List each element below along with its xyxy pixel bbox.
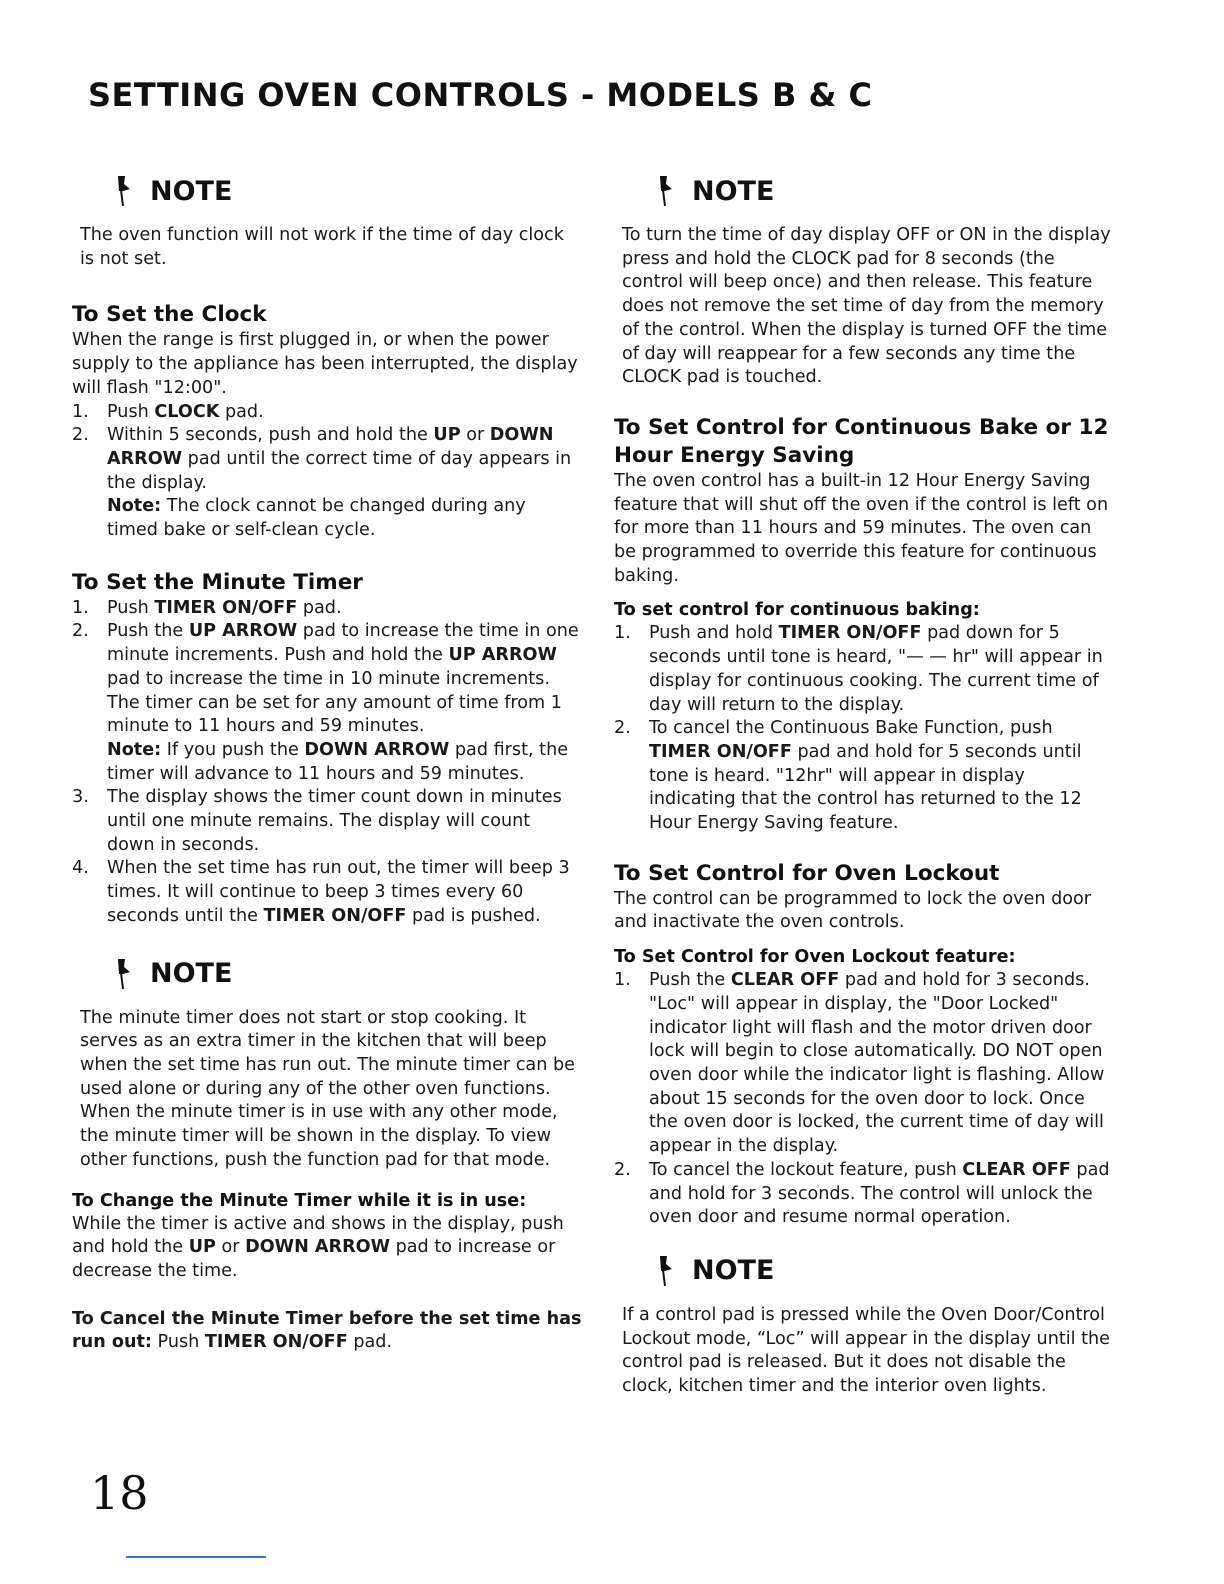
paragraph: The control can be programmed to lock the oven door and inactivate the oven controls. bbox=[614, 888, 1091, 933]
page-title: SETTING OVEN CONTROLS - MODELS B & C bbox=[88, 76, 873, 114]
list-item: 4. When the set time has run out, the timer will beep 3 times. It will continue to beep 3 times every 60 seconds until the TIMER ON/OFF pad is pushed. bbox=[72, 858, 570, 926]
paragraph: When the range is first plugged in, or when the power supply to the appliance has been interrupted, the display will flash "12:00". bbox=[72, 330, 578, 398]
list-item: 1. Push and hold TIMER ON/OFF pad down for 5 seconds until tone is heard, "— — hr" will appear in display for continuous cooking. The current time of day will return to the display. bbox=[614, 623, 1103, 715]
timer-steps bbox=[72, 597, 582, 929]
list-item: 1. Push TIMER ON/OFF pad. bbox=[72, 597, 342, 618]
note-header bbox=[112, 168, 582, 214]
list-item: 3. The display shows the timer count down in minutes until one minute remains. The display will count down in seconds. bbox=[72, 787, 562, 855]
subheading: To set control for continuous baking: bbox=[614, 600, 980, 621]
left-column bbox=[72, 168, 582, 1355]
list-item: 1. Push the CLEAR OFF pad and hold for 3 seconds. "Loc" will appear in display, the "Door Locked" indicator light will flash and the motor driven door lock will begin to close automatically. DO NOT open oven door while the indicator light is flashing. Allow about 15 seconds for the oven door to lock. Once the oven door is locked, the current time of day will appear in the display. bbox=[614, 970, 1105, 1157]
continuous-steps bbox=[614, 622, 1114, 835]
note-label: NOTE bbox=[150, 958, 233, 990]
paragraph: The oven control has a built-in 12 Hour Energy Saving feature that will shut off the oven if the control is left on for more than 11 hours and 59 minutes. The oven can be programmed to override this feature for continuous baking. bbox=[614, 470, 1109, 586]
note-text: If a control pad is pressed while the Oven Door/Control Lockout mode, “Loc” will appear in the display until the control pad is released. But it does not disable the clock, kitchen timer and the interior oven lights. bbox=[622, 1304, 1110, 1397]
lockout-steps bbox=[614, 969, 1114, 1230]
paragraph: While the timer is active and shows in the display, push and hold the UP or DOWN ARROW pad to increase or decrease the time. bbox=[72, 1213, 564, 1281]
pushpin-icon bbox=[654, 174, 678, 208]
section-heading: To Set the Clock bbox=[72, 302, 267, 328]
page-number: 18 bbox=[90, 1466, 149, 1520]
list-item: 2. Within 5 seconds, push and hold the UP or DOWN ARROW pad until the correct time of day appears in the display. Note: The clock cannot be changed during any timed bake or self-clean cycle. bbox=[72, 425, 572, 541]
note-label: NOTE bbox=[692, 1255, 775, 1287]
list-item: 2. To cancel the lockout feature, push CLEAR OFF pad and hold for 3 seconds. The control will unlock the oven door and resume normal operation. bbox=[614, 1159, 1110, 1228]
note-text: The oven function will not work if the time of day clock is not set. bbox=[80, 225, 564, 269]
note-header bbox=[654, 168, 1114, 214]
footer-rule bbox=[126, 1556, 266, 1558]
note-text: To turn the time of day display OFF or ON in the display press and hold the CLOCK pad for 8 seconds (the control will beep once) and then release. This feature does not remove the set time of day from the memory of the control. When the display is turned OFF the time of day will reappear for a few seconds any time the CLOCK pad is touched. bbox=[622, 225, 1111, 388]
note-label: NOTE bbox=[692, 175, 775, 207]
subheading: To Change the Minute Timer while it is in use: bbox=[72, 1190, 527, 1211]
pushpin-icon bbox=[654, 1254, 678, 1288]
section-heading: To Set the Minute Timer bbox=[72, 569, 363, 595]
pushpin-icon bbox=[112, 957, 136, 991]
note-header bbox=[112, 951, 582, 997]
section-heading: To Set Control for Oven Lockout bbox=[614, 860, 1000, 886]
note-header bbox=[654, 1248, 1114, 1294]
clock-steps bbox=[72, 401, 582, 543]
right-column bbox=[614, 168, 1114, 1399]
paragraph: To Cancel the Minute Timer before the set time has run out: Push TIMER ON/OFF pad. bbox=[72, 1308, 582, 1353]
note-label: NOTE bbox=[150, 175, 233, 207]
list-item: 1. Push CLOCK pad. bbox=[72, 401, 264, 422]
section-heading: To Set Control for Continuous Bake or 12 Hour Energy Saving bbox=[614, 414, 1109, 468]
list-item: 2. To cancel the Continuous Bake Function, push TIMER ON/OFF pad and hold for 5 seconds until tone is heard. "12hr" will appear in display indicating that the control has returned to the 12 Hour Energy Saving feature. bbox=[614, 718, 1082, 834]
pushpin-icon bbox=[112, 174, 136, 208]
list-item: 2. Push the UP ARROW pad to increase the time in one minute increments. Push and hold the UP ARROW pad to increase the time in 10 minute increments. The timer can be set for any amount of time from 1 minute to 11 hours and 59 minutes. Note: If you push the DOWN ARROW pad first, the timer will advance to 11 hours and 59 minutes. bbox=[72, 621, 579, 784]
note-text: The minute timer does not start or stop cooking. It serves as an extra timer in the kitchen that will beep when the set time has run out. The minute timer can be used alone or during any of the other oven functions. When the minute timer is in use with any other mode, the minute timer will be shown in the display. To view other functions, push the function pad for that mode. bbox=[80, 1007, 575, 1170]
subheading: To Set Control for Oven Lockout feature: bbox=[614, 947, 1016, 968]
